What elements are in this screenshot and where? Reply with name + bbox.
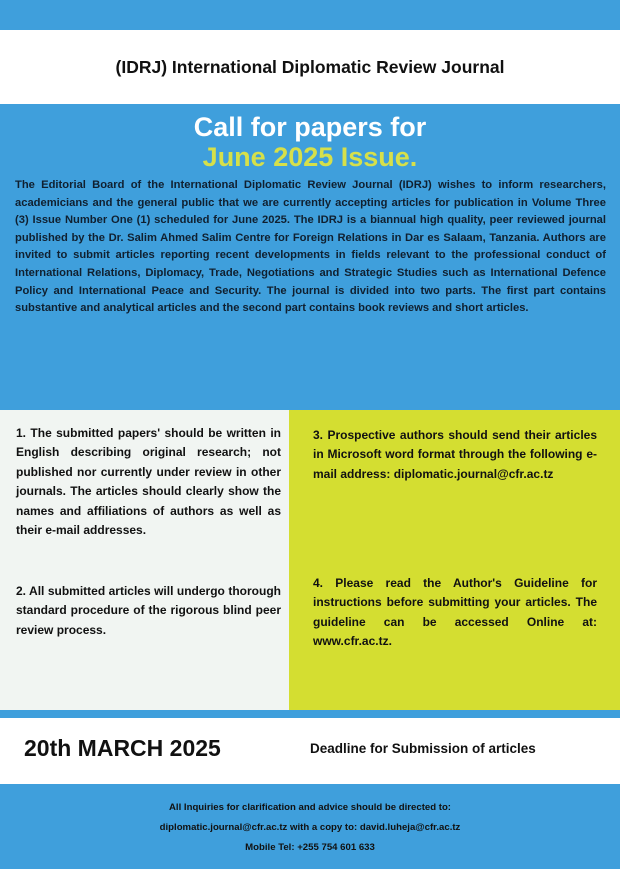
intro-paragraph: The Editorial Board of the International Diplomatic Review Journal (IDRJ) wishes to inform researchers, academicians and the general public that we are currently accepting articles for publication in Volume Three (3) Issue Number One (1) scheduled for June 2025. The IDRJ is a biannual high quality, peer reviewed journal published by the Dr. Salim Ahmed Salim Centre for Foreign Relations in Dar es Salaam, Tanzania. Authors are invited to submit articles reporting recent developments in fields relevant to the professional conduct of International Relations, Diplomacy, Trade, Negotiations and Strategic Studies such as International Defence Policy and International Peace and Security. The journal is divided into two parts. The first part contains substantive and analytical articles and the second part contains book reviews and short articles. <box>15 179 606 315</box>
footer-emails: diplomatic.journal@cfr.ac.tz with a copy to: david.luheja@cfr.ac.tz <box>159 822 461 833</box>
deadline-label: Deadline for Submission of articles <box>310 741 536 756</box>
header-bar <box>0 30 620 104</box>
guidelines-right-column <box>289 410 620 710</box>
call-for-papers-section <box>0 104 620 409</box>
guidelines-left-column <box>0 410 289 710</box>
guideline-item-2: 2. All submitted articles will undergo thorough standard procedure of the rigorous blind peer review process. <box>16 584 281 637</box>
guideline-item-1: 1. The submitted papers' should be written in English describing original research; not published nor currently under review in other journals. The articles should clearly show the names and affiliations of authors as well as their e-mail addresses. <box>16 426 281 538</box>
guideline-item-3: 3. Prospective authors should send their articles in Microsoft word format through the following e-mail address: diplomatic.journal@cfr.ac.tz <box>313 428 597 481</box>
issue-subtitle: June 2025 Issue. <box>202 142 418 172</box>
journal-title: (IDRJ) International Diplomatic Review Journal <box>115 56 505 77</box>
deadline-bar <box>0 718 620 784</box>
call-title: Call for papers for <box>193 112 427 142</box>
deadline-date: 20th MARCH 2025 <box>24 735 221 761</box>
footer-phone: Mobile Tel: +255 754 601 633 <box>245 842 375 853</box>
contact-footer <box>0 784 620 869</box>
footer-inquiries: All Inquiries for clarification and advice should be directed to: <box>169 802 451 813</box>
top-blue-strip <box>0 0 620 30</box>
guideline-item-4: 4. Please read the Author's Guideline for instructions before submitting your articles. The guideline can be accessed Online at: www.cfr.ac.tz. <box>313 576 597 649</box>
